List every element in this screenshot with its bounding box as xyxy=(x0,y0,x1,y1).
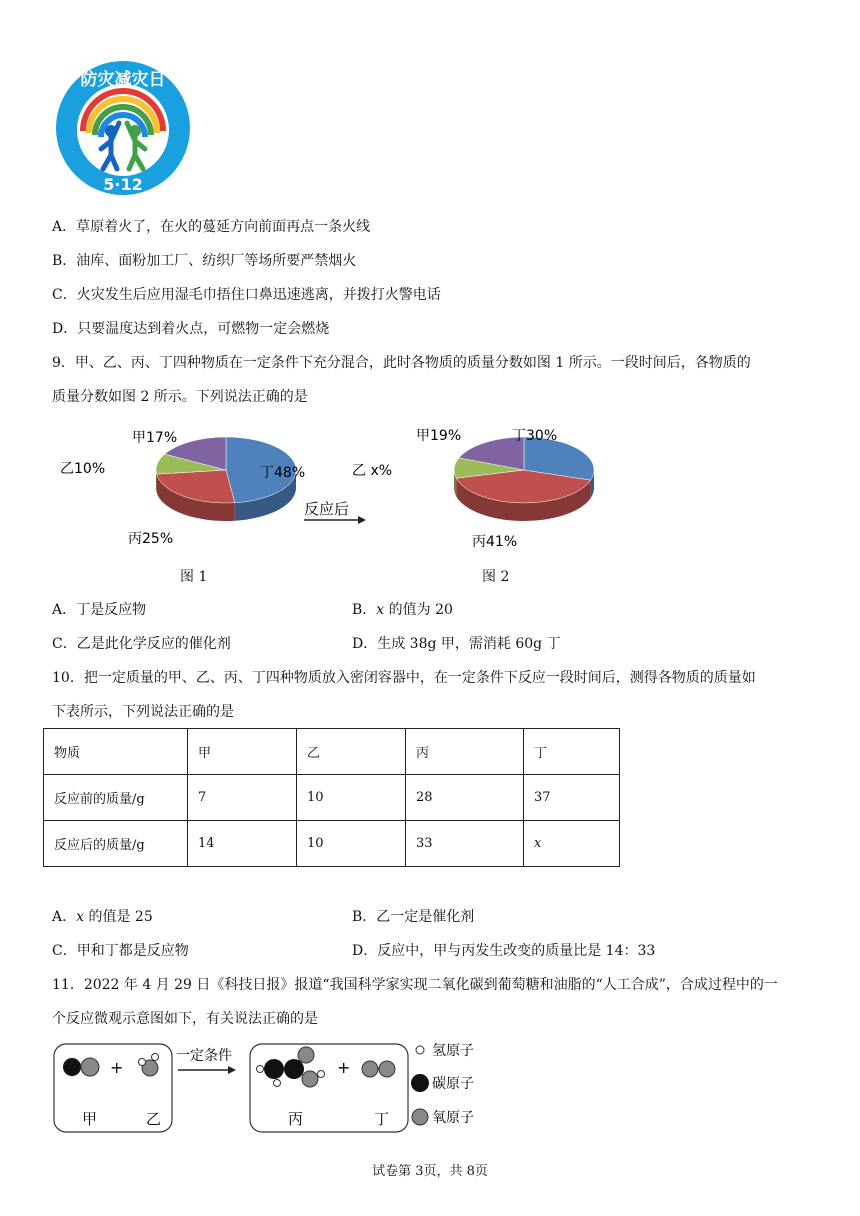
q9-option-c: C．乙是此化学反应的催化剂 xyxy=(52,636,231,652)
pie2-label-ding: 丁30% xyxy=(512,428,558,444)
page-footer: 试卷第 3页，共 8页 xyxy=(372,1164,488,1179)
table-cell: 28 xyxy=(406,775,524,821)
pie2-label-yi: 乙 x% xyxy=(352,463,393,479)
logo-title: 防灾减灾日 xyxy=(80,70,166,90)
label-yi: 乙 xyxy=(146,1110,162,1128)
q10-mass-table xyxy=(43,728,620,867)
table-cell: 乙 xyxy=(297,729,406,775)
q9-option-b: B．x 的值为 20 xyxy=(352,602,453,618)
q9-option-a: A．丁是反应物 xyxy=(52,602,147,618)
table-cell: 反应后的质量/g xyxy=(44,821,188,867)
pie2-label-bing: 丙41% xyxy=(472,534,518,550)
table-cell: 甲 xyxy=(188,729,297,775)
legend-oxygen-icon xyxy=(412,1109,428,1125)
legend-hydrogen: 氢原子 xyxy=(432,1043,474,1059)
table-cell: 丁 xyxy=(524,729,620,775)
pie1-label-bing: 丙25% xyxy=(128,531,174,547)
carbon-atom xyxy=(284,1059,304,1079)
table-cell: 物质 xyxy=(44,729,188,775)
label-ding: 丁 xyxy=(374,1110,390,1128)
q10-option-b: B．乙一定是催化剂 xyxy=(352,909,475,925)
table-cell: 丙 xyxy=(406,729,524,775)
hydrogen-atom xyxy=(139,1059,146,1066)
logo-date: 5·12 xyxy=(103,175,143,194)
carbon-atom xyxy=(63,1058,81,1076)
q9-stem-line1: 9．甲、乙、丙、丁四种物质在一定条件下充分混合，此时各物质的质量分数如图 1 所示。一段时间后，各物质的 xyxy=(52,355,751,371)
hydrogen-atom xyxy=(257,1066,264,1073)
pie1-label-jia: 甲17% xyxy=(132,430,178,446)
oxygen-atom xyxy=(379,1061,395,1077)
q11-stem-line2: 个反应微观示意图如下，有关说法正确的是 xyxy=(52,1011,318,1027)
legend-carbon: 碳原子 xyxy=(432,1076,474,1092)
q9-pie-charts xyxy=(40,420,600,600)
oxygen-atom xyxy=(362,1061,378,1077)
fig2-caption: 图 2 xyxy=(482,569,510,585)
pie2-label-jia: 甲19% xyxy=(416,428,462,444)
disaster-prevention-logo xyxy=(55,57,191,199)
table-cell: 反应前的质量/g xyxy=(44,775,188,821)
q8-option-b: B．油库、面粉加工厂、纺织厂等场所要严禁烟火 xyxy=(52,253,357,269)
q8-option-c: C．火灾发生后应用湿毛巾捂住口鼻迅速逃离，并拨打火警电话 xyxy=(52,287,441,303)
label-bing: 丙 xyxy=(288,1110,304,1128)
legend-carbon-icon xyxy=(411,1074,429,1092)
table-cell: 33 xyxy=(406,821,524,867)
q11-stem-line1: 11．2022 年 4 月 29 日《科技日报》报道“我国科学家实现二氧化碳到葡萄糖和油脂的“人工合成”，合成过程中的一 xyxy=(52,977,778,993)
oxygen-atom xyxy=(302,1071,318,1087)
q10-option-c: C．甲和丁都是反应物 xyxy=(52,943,189,959)
q8-option-a: A．草原着火了，在火的蔓延方向前面再点一条火线 xyxy=(52,219,371,235)
legend-oxygen: 氧原子 xyxy=(432,1110,474,1126)
table-cell: x xyxy=(524,821,620,867)
q8-option-d: D．只要温度达到着火点，可燃物一定会燃烧 xyxy=(52,321,330,337)
carbon-atom xyxy=(264,1059,284,1079)
q10-stem-line2: 下表所示，下列说法正确的是 xyxy=(52,704,234,720)
reaction-arrow-head xyxy=(228,1066,236,1074)
hydrogen-atom xyxy=(318,1071,325,1078)
q10-option-d: D．反应中，甲与丙发生改变的质量比是 14：33 xyxy=(352,943,656,959)
plus-sign: + xyxy=(110,1058,124,1077)
pie1-label-ding: 丁48% xyxy=(260,465,306,481)
q11-reaction-diagram xyxy=(50,1038,510,1138)
table-cell: 7 xyxy=(188,775,297,821)
q10-option-a: A．x 的值是 25 xyxy=(52,909,153,925)
plus-sign: + xyxy=(337,1058,351,1077)
table-cell: 14 xyxy=(188,821,297,867)
table-row xyxy=(44,775,620,821)
table-row xyxy=(44,729,620,775)
q9-option-d: D．生成 38g 甲，需消耗 60g 丁 xyxy=(352,636,561,652)
hydrogen-atom xyxy=(152,1054,159,1061)
pie-arrow-label: 反应后 xyxy=(304,500,350,518)
q10-stem-line1: 10．把一定质量的甲、乙、丙、丁四种物质放入密闭容器中，在一定条件下反应一段时间后，测得各物质的质量如 xyxy=(52,670,756,686)
oxygen-atom xyxy=(81,1058,99,1076)
pie-chart-figure2 xyxy=(454,437,594,521)
table-cell: 10 xyxy=(297,775,406,821)
hydrogen-atom xyxy=(274,1080,281,1087)
q9-stem-line2: 质量分数如图 2 所示。下列说法正确的是 xyxy=(52,389,308,405)
table-cell: 10 xyxy=(297,821,406,867)
table-row xyxy=(44,821,620,867)
table-cell: 37 xyxy=(524,775,620,821)
label-jia: 甲 xyxy=(82,1110,98,1128)
oxygen-atom xyxy=(298,1047,314,1063)
pie-arrow-head xyxy=(358,516,366,524)
reaction-condition: 一定条件 xyxy=(176,1048,232,1064)
fig1-caption: 图 1 xyxy=(180,569,208,585)
legend-hydrogen-icon xyxy=(416,1046,424,1054)
pie1-label-yi: 乙10% xyxy=(60,461,106,477)
